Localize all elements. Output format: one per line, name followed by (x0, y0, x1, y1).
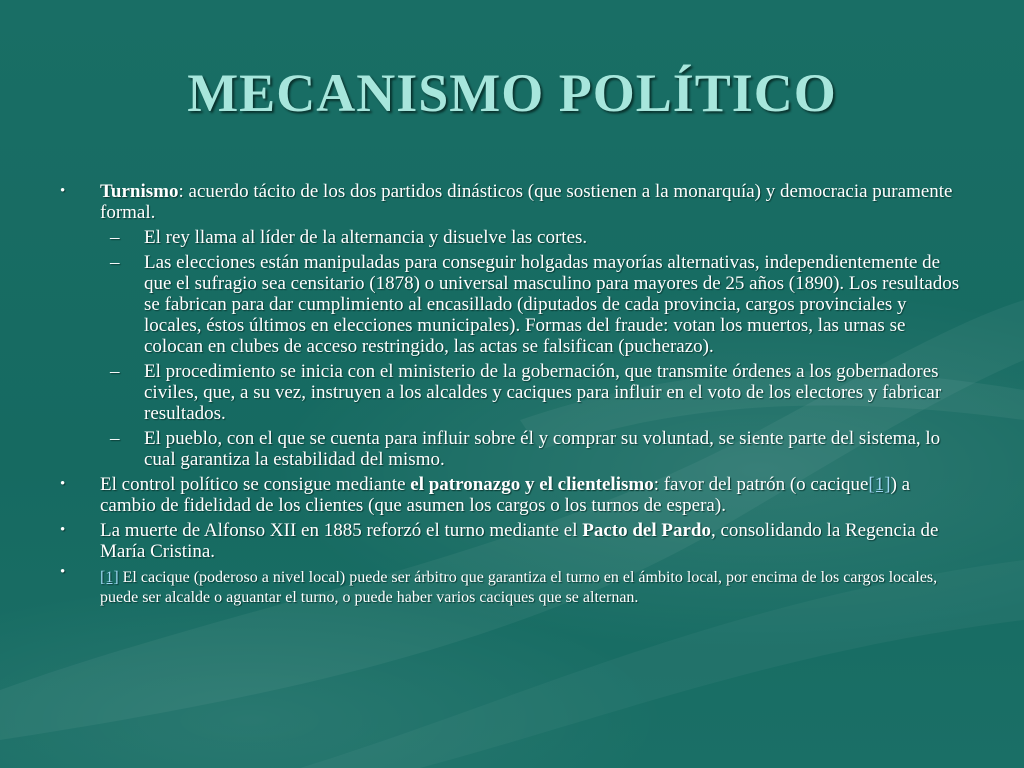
bold-patronazgo: el patronazgo y el clientelismo (410, 474, 654, 495)
bullet-text: : favor del patrón (o cacique (653, 474, 869, 495)
slide-title: MECANISMO POLÍTICO (187, 63, 837, 123)
sub-bullet-pueblo (58, 428, 968, 470)
slide-content (58, 181, 968, 608)
bullet-dot-icon: • (60, 476, 66, 492)
bullet-turnismo (58, 181, 968, 223)
turnismo-definition: : acuerdo tácito de los dos partidos dinásticos (que sostienen a la monarquía) y democracia puramente formal. (100, 181, 953, 223)
footnote (58, 564, 968, 608)
dash-icon: – (110, 428, 120, 449)
footnote-link[interactable]: [1] (100, 569, 119, 586)
sub-bullet-elecciones (58, 252, 968, 357)
sub-bullet-text: El procedimiento se inicia con el ministerio de la gobernación, que transmite órdenes a los gobernadores civiles, que, a su vez, instruyen a los alcaldes y caciques para influir en el voto de los electores y fabricar resultados. (144, 361, 942, 424)
footnote-ref-link[interactable]: [1] (868, 474, 891, 495)
bullet-dot-icon: • (60, 183, 66, 199)
bullet-text: , consolidando la Regencia de María Cristina. (100, 520, 939, 562)
sub-bullet-rey (58, 227, 968, 248)
dash-icon: – (110, 227, 120, 248)
bullet-text: ) a cambio de fidelidad de los clientes (que asumen los cargos o los turnos de espera). (100, 474, 911, 516)
sub-bullet-text: El rey llama al líder de la alternancia y disuelve las cortes. (144, 227, 588, 248)
dash-icon: – (110, 361, 120, 382)
bullet-text: El control político se consigue mediante (100, 474, 411, 495)
term-turnismo: Turnismo (100, 181, 179, 202)
footnote-text: El cacique (poderoso a nivel local) puede ser árbitro que garantiza el turno en el ámbito local, por encima de los cargos locales, puede ser alcalde o aguantar el turno, o puede haber varios caciques que se alternan. (100, 569, 938, 606)
dash-icon: – (110, 252, 120, 273)
bullet-text: La muerte de Alfonso XII en 1885 reforzó el turno mediante el (100, 520, 583, 541)
bullet-alfonso (58, 520, 968, 562)
sub-bullet-text: El pueblo, con el que se cuenta para influir sobre él y comprar su voluntad, se siente parte del sistema, lo cual garantiza la estabilidad del mismo. (144, 428, 941, 470)
bullet-control-politico (58, 474, 968, 516)
bold-pacto-pardo: Pacto del Pardo (582, 520, 711, 541)
bullet-dot-icon: • (60, 564, 66, 580)
sub-bullet-procedimiento (58, 361, 968, 424)
bullet-dot-icon: • (60, 522, 66, 538)
sub-bullet-text: Las elecciones están manipuladas para conseguir holgadas mayorías alternativas, independientemente de que el sufragio sea censitario (1878) o universal masculino para mayores de 25 años (1890). Los resultados se fabrican para dar cumplimiento al encasillado (diputados de cada provincia, cargos provinciales y locales, éstos últimos en elecciones municipales). Formas del fraude: votan los muertos, las urnas se colocan en clubes de acceso restringido, las actas se falsifican (pucherazo). (144, 252, 960, 357)
